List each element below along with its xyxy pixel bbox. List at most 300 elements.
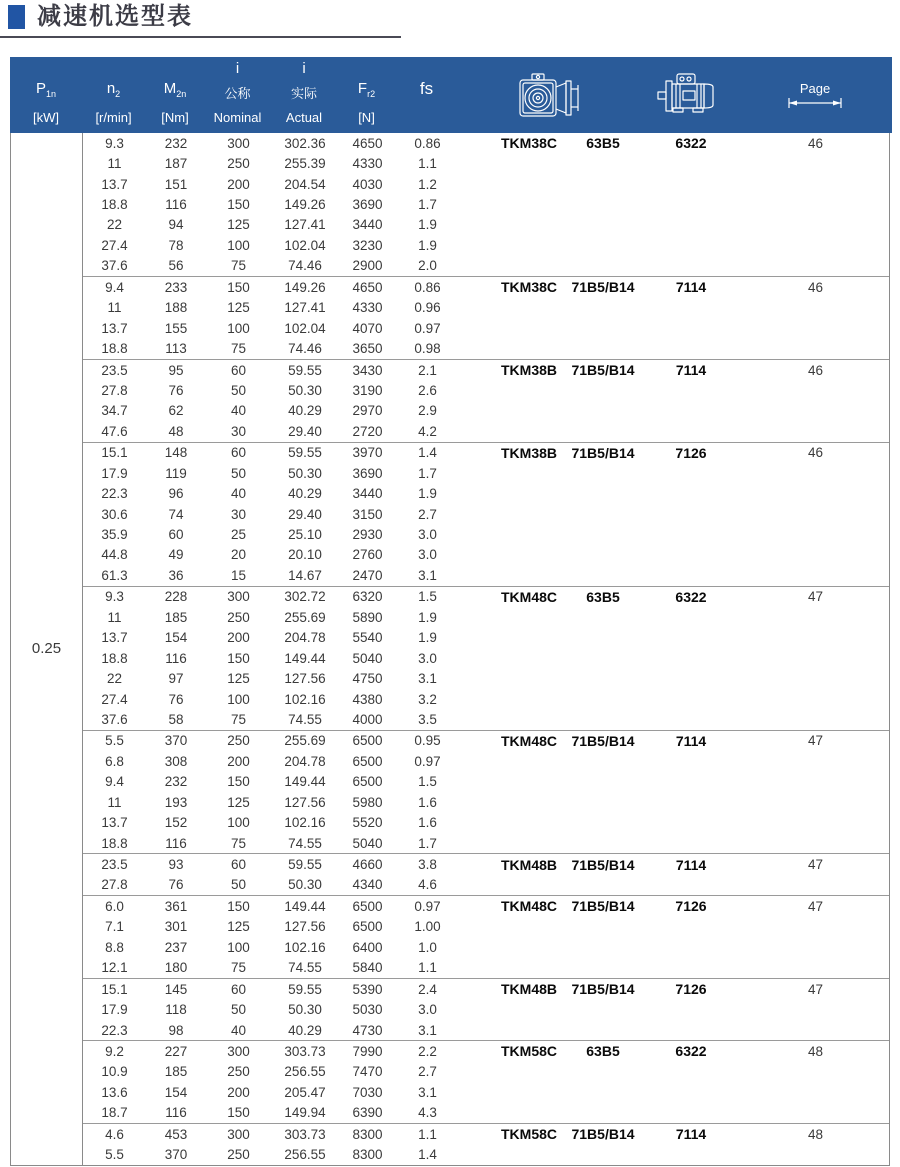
cell-fr2: 6500	[352, 898, 383, 914]
cell-m2n: 185	[164, 1064, 188, 1080]
table-row	[83, 545, 889, 565]
cell-fr2: 3430	[352, 362, 383, 378]
cell-fs: 1.5	[418, 589, 437, 605]
group-rows	[83, 443, 889, 586]
cell-fr2: 5030	[352, 1002, 383, 1018]
model-flange: 71B5/B14	[571, 732, 635, 749]
model-group	[83, 276, 889, 359]
cell-fs: 1.7	[418, 465, 437, 481]
header-m2n	[145, 57, 205, 135]
table-row	[83, 338, 889, 358]
cell-fs: 2.4	[418, 981, 437, 997]
model-flange: 71B5/B14	[571, 444, 635, 461]
cell-fr2: 4000	[352, 711, 383, 727]
cell-i-nominal: 75	[230, 258, 247, 274]
cell-i-actual: 50.30	[288, 465, 322, 481]
cell-i-nominal: 200	[227, 176, 250, 192]
i-actual-symbol: i	[302, 60, 306, 77]
cell-i-nominal: 125	[227, 217, 250, 233]
cell-fs: 1.9	[418, 486, 437, 502]
model-page: 46	[807, 135, 824, 151]
cell-fs: 3.1	[418, 567, 437, 583]
table-row	[83, 648, 889, 668]
cell-m2n: 188	[164, 300, 188, 316]
cell-n2: 27.4	[101, 691, 128, 707]
table-row	[83, 256, 889, 276]
cell-fr2: 2470	[352, 567, 383, 583]
model-page: 48	[807, 1043, 824, 1059]
cell-n2: 15.1	[101, 981, 128, 997]
cell-m2n: 118	[165, 1002, 187, 1018]
cell-n2: 4.6	[105, 1126, 124, 1142]
cell-m2n: 93	[168, 857, 184, 873]
fr2-subscript: r2	[367, 88, 376, 99]
cell-fr2: 3440	[352, 217, 383, 233]
cell-i-nominal: 200	[227, 753, 250, 769]
model-motor: 7114	[675, 362, 707, 379]
cell-m2n: 148	[164, 445, 188, 461]
cell-n2: 27.8	[101, 877, 128, 893]
model-page: 47	[807, 857, 824, 873]
cell-m2n: 453	[164, 1126, 188, 1142]
cell-i-nominal: 300	[227, 1126, 250, 1142]
model-strip	[459, 854, 890, 874]
cell-m2n: 370	[164, 1147, 188, 1163]
cell-fr2: 5540	[352, 630, 383, 646]
cell-fr2: 5040	[352, 650, 383, 666]
cell-i-actual: 74.55	[288, 835, 322, 851]
model-motor: 7114	[675, 1126, 707, 1143]
cell-m2n: 48	[168, 423, 184, 439]
cell-i-actual: 25.10	[288, 527, 322, 543]
header-i-actual	[270, 57, 338, 135]
model-page: 46	[807, 445, 824, 461]
cell-n2: 7.1	[105, 919, 124, 935]
cell-fs: 2.9	[418, 403, 437, 419]
cell-i-nominal: 300	[227, 1043, 250, 1059]
cell-i-actual: 102.16	[284, 939, 326, 955]
cell-i-actual: 149.26	[284, 279, 326, 295]
model-motor: 7114	[675, 856, 707, 873]
table-row	[83, 628, 889, 648]
cell-n2: 17.9	[101, 465, 128, 481]
cell-i-nominal: 150	[227, 774, 250, 790]
cell-m2n: 151	[164, 176, 188, 192]
title-underline	[0, 36, 401, 38]
cell-fs: 3.1	[418, 1084, 437, 1100]
model-group	[83, 1123, 889, 1165]
cell-i-actual: 74.46	[288, 258, 322, 274]
table-row	[83, 174, 889, 194]
model-strip	[459, 731, 890, 751]
table-row	[83, 792, 889, 812]
cell-m2n: 187	[164, 156, 188, 172]
cell-fs: 1.6	[418, 794, 437, 810]
cell-fs: 1.5	[418, 774, 437, 790]
cell-n2: 9.4	[105, 774, 124, 790]
i-actual-cn: 实际	[290, 85, 317, 101]
cell-i-nominal: 60	[230, 981, 247, 997]
cell-i-actual: 14.67	[288, 567, 322, 583]
fs-symbol: fs	[419, 78, 434, 98]
i-nominal-symbol: i	[235, 60, 240, 77]
cell-m2n: 237	[164, 939, 188, 955]
cell-fr2: 2720	[352, 423, 383, 439]
cell-m2n: 96	[168, 486, 184, 502]
cell-fs: 3.5	[418, 711, 437, 727]
cell-n2: 5.5	[105, 733, 124, 749]
cell-fr2: 2760	[352, 547, 383, 563]
cell-fs: 1.1	[418, 960, 437, 976]
cell-i-nominal: 250	[227, 156, 250, 172]
fr2-unit: [N]	[358, 110, 375, 125]
cell-m2n: 76	[168, 691, 184, 707]
cell-m2n: 154	[164, 1084, 188, 1100]
cell-i-nominal: 50	[230, 465, 247, 481]
i-nominal-en: Nominal	[213, 110, 262, 125]
cell-fs: 1.7	[418, 835, 437, 851]
cell-i-nominal: 75	[230, 341, 247, 357]
cell-n2: 12.1	[101, 960, 128, 976]
cell-fr2: 5040	[352, 835, 383, 851]
cell-n2: 18.8	[101, 835, 128, 851]
cell-i-nominal: 100	[227, 320, 250, 336]
cell-n2: 11	[107, 300, 122, 316]
cell-i-nominal: 30	[230, 423, 247, 439]
header-fs	[395, 57, 458, 135]
cell-fr2: 4070	[352, 320, 383, 336]
cell-i-nominal: 200	[227, 630, 250, 646]
table-row	[83, 689, 889, 709]
cell-i-actual: 59.55	[288, 445, 322, 461]
selection-table	[10, 57, 890, 1166]
cell-fs: 4.2	[418, 423, 437, 439]
cell-fs: 4.3	[418, 1105, 437, 1121]
cell-i-actual: 204.78	[284, 630, 326, 646]
cell-i-actual: 50.30	[288, 1002, 322, 1018]
cell-fs: 4.6	[418, 877, 437, 893]
table-row	[83, 751, 889, 771]
cell-i-actual: 59.55	[288, 981, 322, 997]
cell-fs: 2.6	[418, 382, 437, 398]
cell-n2: 10.9	[101, 1064, 128, 1080]
cell-i-nominal: 125	[227, 300, 250, 316]
table-body-groups	[83, 133, 889, 1165]
cell-n2: 22.3	[101, 486, 128, 502]
cell-i-nominal: 100	[227, 939, 250, 955]
cell-n2: 13.7	[101, 176, 128, 192]
model-name: TKM38B	[501, 444, 558, 461]
cell-fs: 0.96	[414, 300, 441, 316]
cell-i-nominal: 75	[230, 960, 247, 976]
cell-fs: 0.97	[414, 753, 441, 769]
cell-fs: 2.1	[418, 362, 437, 378]
model-name: TKM38C	[501, 135, 558, 152]
cell-fs: 0.98	[414, 341, 441, 357]
table-row	[83, 812, 889, 832]
cell-i-actual: 149.94	[284, 1105, 326, 1121]
cell-n2: 13.7	[101, 630, 128, 646]
model-group	[83, 442, 889, 586]
table-row	[83, 917, 889, 937]
n2-unit: [r/min]	[95, 110, 132, 125]
cell-i-actual: 127.41	[284, 217, 326, 233]
cell-fs: 1.4	[418, 445, 437, 461]
cell-fs: 1.00	[414, 919, 441, 935]
model-motor: 6322	[675, 588, 707, 605]
cell-n2: 6.0	[105, 898, 124, 914]
model-name: TKM48C	[501, 732, 558, 749]
cell-i-actual: 149.44	[284, 650, 326, 666]
table-row	[83, 772, 889, 792]
cell-i-nominal: 50	[230, 1002, 247, 1018]
cell-m2n: 152	[164, 815, 188, 831]
cell-m2n: 113	[165, 341, 187, 357]
cell-fr2: 6500	[352, 774, 383, 790]
cell-n2: 44.8	[101, 547, 128, 563]
cell-i-actual: 256.55	[284, 1064, 326, 1080]
cell-m2n: 154	[164, 630, 188, 646]
table-header	[10, 57, 892, 133]
model-page: 46	[807, 279, 824, 295]
model-flange: 71B5/B14	[571, 1126, 635, 1143]
model-motor: 7126	[675, 981, 707, 998]
cell-i-actual: 127.41	[284, 300, 326, 316]
cell-fs: 1.2	[418, 176, 437, 192]
cell-fs: 1.4	[418, 1147, 437, 1163]
cell-fs: 3.8	[418, 857, 437, 873]
cell-i-actual: 40.29	[288, 1022, 322, 1038]
model-strip	[459, 587, 890, 607]
cell-i-actual: 50.30	[288, 382, 322, 398]
cell-fr2: 7030	[352, 1084, 383, 1100]
cell-n2: 37.6	[101, 258, 128, 274]
cell-i-actual: 205.47	[284, 1084, 326, 1100]
cell-m2n: 155	[164, 320, 188, 336]
cell-fr2: 6320	[352, 589, 383, 605]
cell-i-actual: 127.56	[284, 671, 326, 687]
table-row	[83, 1103, 889, 1123]
table-row	[83, 1062, 889, 1082]
cell-i-actual: 302.72	[284, 589, 326, 605]
cell-fs: 0.86	[414, 135, 441, 151]
cell-fs: 0.97	[414, 898, 441, 914]
cell-fs: 3.0	[418, 1002, 437, 1018]
table-row	[83, 833, 889, 853]
cell-m2n: 62	[168, 403, 184, 419]
model-group	[83, 133, 889, 276]
table-row	[83, 875, 889, 895]
model-strip	[459, 443, 890, 463]
model-group	[83, 853, 889, 895]
header-fr2	[338, 57, 395, 135]
cell-i-actual: 303.73	[284, 1043, 326, 1059]
cell-i-nominal: 40	[230, 1022, 247, 1038]
cell-n2: 34.7	[101, 403, 128, 419]
cell-i-nominal: 250	[227, 733, 250, 749]
cell-m2n: 49	[168, 547, 184, 563]
cell-fr2: 8300	[352, 1147, 383, 1163]
cell-fr2: 2970	[352, 403, 383, 419]
cell-fs: 1.1	[418, 1126, 437, 1142]
model-group	[83, 895, 889, 978]
i-nominal-cn: 公称	[224, 85, 251, 101]
p1n-subscript: 1n	[46, 88, 57, 99]
page-label: Page	[799, 81, 831, 97]
cell-i-nominal: 125	[227, 794, 250, 810]
cell-fs: 3.1	[418, 671, 437, 687]
cell-m2n: 116	[165, 1105, 187, 1121]
cell-m2n: 228	[164, 589, 188, 605]
cell-fr2: 4030	[352, 176, 383, 192]
cell-m2n: 56	[168, 258, 184, 274]
table-row	[83, 668, 889, 688]
cell-i-actual: 102.04	[284, 237, 326, 253]
cell-fr2: 3230	[352, 237, 383, 253]
model-group	[83, 359, 889, 442]
cell-n2: 17.9	[101, 1002, 128, 1018]
header-n2	[82, 57, 145, 135]
cell-n2: 18.8	[101, 650, 128, 666]
cell-i-actual: 74.46	[288, 341, 322, 357]
cell-i-actual: 29.40	[288, 423, 322, 439]
cell-i-nominal: 125	[227, 671, 250, 687]
cell-fr2: 6500	[352, 733, 383, 749]
model-motor: 7114	[675, 732, 707, 749]
cell-fs: 1.7	[418, 197, 437, 213]
table-row	[83, 298, 889, 318]
cell-n2: 18.7	[101, 1105, 128, 1121]
worm-gearbox-icon	[516, 71, 582, 121]
cell-fs: 2.2	[418, 1043, 437, 1059]
cell-fr2: 4340	[352, 877, 383, 893]
model-page: 46	[807, 362, 824, 378]
cell-fs: 1.1	[418, 156, 437, 172]
table-row	[83, 504, 889, 524]
m2n-subscript: 2n	[176, 88, 187, 99]
cell-fr2: 2900	[352, 258, 383, 274]
cell-i-nominal: 40	[230, 486, 247, 502]
cell-n2: 23.5	[101, 362, 128, 378]
cell-fs: 0.97	[414, 320, 441, 336]
cell-i-nominal: 20	[230, 547, 247, 563]
table-body	[11, 133, 889, 1165]
cell-fr2: 5980	[352, 794, 383, 810]
table-row	[83, 1082, 889, 1102]
cell-fs: 3.0	[418, 527, 437, 543]
cell-i-nominal: 200	[227, 1084, 250, 1100]
table-row	[83, 1144, 889, 1164]
cell-i-actual: 127.56	[284, 919, 326, 935]
cell-i-actual: 204.78	[284, 753, 326, 769]
cell-m2n: 116	[165, 650, 187, 666]
cell-n2: 22	[106, 671, 123, 687]
model-group	[83, 978, 889, 1040]
cell-m2n: 308	[164, 753, 188, 769]
cell-fr2: 4380	[352, 691, 383, 707]
cell-fr2: 4750	[352, 671, 383, 687]
cell-fr2: 7470	[352, 1064, 383, 1080]
power-value: 0.25	[31, 640, 62, 658]
model-name: TKM48C	[501, 588, 558, 605]
cell-fs: 3.0	[418, 547, 437, 563]
table-row	[83, 463, 889, 483]
cell-fr2: 3150	[352, 506, 383, 522]
cell-i-nominal: 60	[230, 362, 247, 378]
cell-n2: 37.6	[101, 711, 128, 727]
model-name: TKM58C	[501, 1126, 558, 1143]
model-group	[83, 1040, 889, 1123]
cell-i-actual: 256.55	[284, 1147, 326, 1163]
model-strip	[459, 277, 890, 297]
m2n-unit: [Nm]	[161, 110, 189, 125]
cell-fr2: 2930	[352, 527, 383, 543]
model-motor: 7114	[675, 279, 707, 296]
table-row	[83, 194, 889, 214]
cell-m2n: 60	[168, 527, 184, 543]
model-page: 48	[807, 1126, 824, 1142]
cell-n2: 11	[107, 156, 122, 172]
cell-i-nominal: 250	[227, 1064, 250, 1080]
cell-n2: 11	[107, 609, 122, 625]
cell-i-nominal: 250	[227, 609, 250, 625]
cell-m2n: 94	[168, 217, 184, 233]
cell-fs: 0.95	[414, 733, 441, 749]
cell-i-nominal: 150	[227, 650, 250, 666]
cell-n2: 13.7	[101, 320, 128, 336]
cell-i-nominal: 100	[227, 691, 250, 707]
cell-i-actual: 255.39	[284, 156, 326, 172]
model-flange: 71B5/B14	[571, 279, 635, 296]
cell-fr2: 6390	[352, 1105, 383, 1121]
p1n-symbol: P	[35, 79, 46, 97]
cell-fs: 1.9	[418, 237, 437, 253]
cell-m2n: 116	[165, 197, 187, 213]
model-strip	[459, 979, 890, 999]
model-flange: 63B5	[586, 135, 620, 152]
cell-n2: 18.8	[101, 197, 128, 213]
cell-i-actual: 40.29	[288, 486, 322, 502]
cell-i-actual: 102.16	[284, 815, 326, 831]
cell-i-nominal: 15	[230, 567, 247, 583]
model-strip	[459, 896, 890, 916]
cell-m2n: 301	[164, 919, 188, 935]
cell-m2n: 76	[168, 382, 184, 398]
cell-n2: 9.2	[105, 1043, 124, 1059]
cell-fs: 3.0	[418, 650, 437, 666]
page-title: 减速机选型表	[37, 3, 193, 30]
cell-fr2: 6400	[352, 939, 383, 955]
cell-n2: 23.5	[101, 857, 128, 873]
cell-m2n: 370	[164, 733, 188, 749]
cell-i-actual: 102.04	[284, 320, 326, 336]
header-page	[740, 57, 890, 135]
model-group	[83, 586, 889, 730]
cell-m2n: 95	[168, 362, 184, 378]
cell-n2: 15.1	[101, 445, 128, 461]
cell-i-nominal: 50	[230, 877, 247, 893]
cell-i-actual: 74.55	[288, 960, 322, 976]
cell-n2: 35.9	[101, 527, 128, 543]
cell-fr2: 3650	[352, 341, 383, 357]
cell-m2n: 58	[168, 711, 184, 727]
model-flange: 71B5/B14	[571, 856, 635, 873]
table-row	[83, 215, 889, 235]
cell-m2n: 76	[168, 877, 184, 893]
cell-n2: 27.4	[101, 237, 128, 253]
header-gearbox	[458, 57, 640, 135]
model-flange: 71B5/B14	[571, 898, 635, 915]
